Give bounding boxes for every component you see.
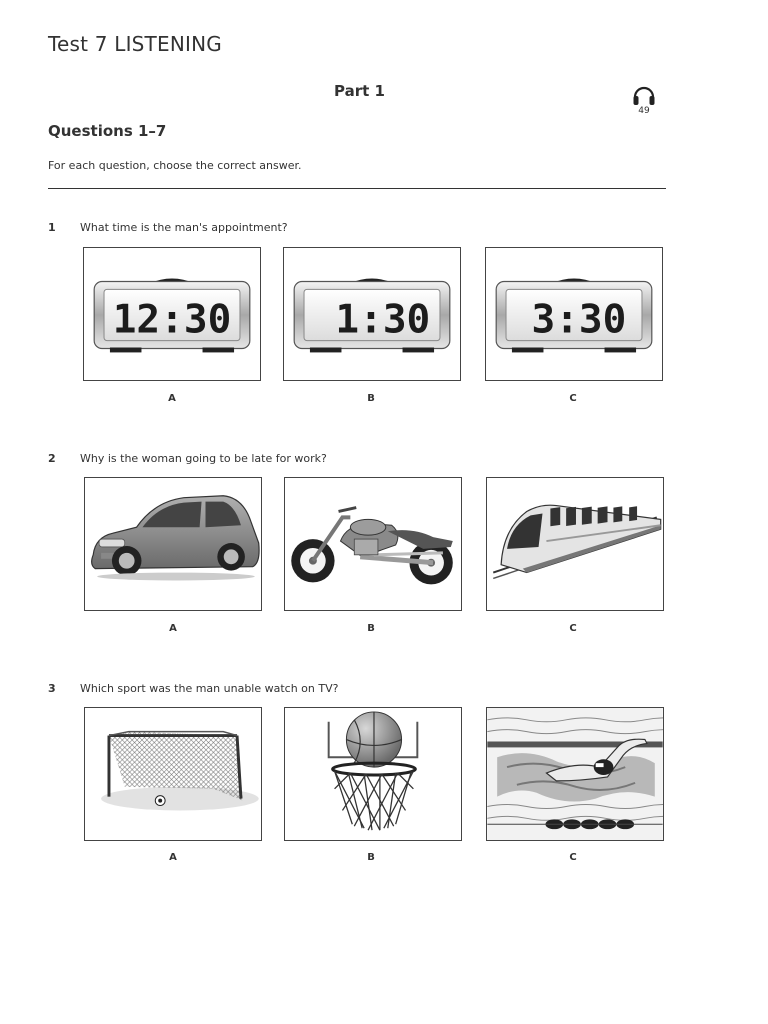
football-goal-icon	[85, 708, 261, 840]
option-label: B	[367, 852, 375, 863]
headphones-icon	[631, 82, 657, 108]
question-number: 1	[48, 221, 56, 234]
option-label: B	[367, 623, 375, 634]
clock-time: 1:30	[335, 296, 431, 343]
option-label: A	[168, 393, 176, 404]
clock-time: 12:30	[112, 296, 232, 343]
divider	[48, 188, 666, 189]
part-heading: Part 1	[334, 82, 385, 100]
page-title: Test 7 LISTENING	[48, 32, 222, 56]
option-label: C	[569, 852, 577, 863]
question-number: 3	[48, 682, 56, 695]
audio-track	[628, 82, 660, 122]
motorbike-icon	[285, 478, 461, 610]
option-label: B	[367, 393, 375, 404]
alarm-clock-icon	[84, 248, 260, 380]
option-label: A	[169, 852, 177, 863]
option-label: C	[569, 623, 577, 634]
car-icon	[85, 478, 261, 610]
clock-time: 3:30	[531, 296, 627, 343]
option-image-train[interactable]	[486, 477, 664, 611]
option-label: C	[569, 393, 577, 404]
question-text: Which sport was the man unable watch on TV?	[80, 682, 339, 695]
train-icon	[487, 478, 663, 610]
option-image-motorbike[interactable]	[284, 477, 462, 611]
option-image-clock-a[interactable]	[83, 247, 261, 381]
option-image-clock-b[interactable]	[283, 247, 461, 381]
track-number: 49	[638, 106, 650, 116]
alarm-clock-icon	[486, 248, 662, 380]
alarm-clock-icon	[284, 248, 460, 380]
questions-heading: Questions 1–7	[48, 122, 167, 140]
option-label: A	[169, 623, 177, 634]
instructions: For each question, choose the correct answer.	[48, 159, 302, 172]
question-text: What time is the man's appointment?	[80, 221, 288, 234]
option-image-clock-c[interactable]	[485, 247, 663, 381]
option-image-swimmer[interactable]	[486, 707, 664, 841]
option-image-car[interactable]	[84, 477, 262, 611]
swimmer-icon	[487, 708, 663, 840]
option-image-basketball-hoop[interactable]	[284, 707, 462, 841]
question-text: Why is the woman going to be late for work?	[80, 452, 327, 465]
question-number: 2	[48, 452, 56, 465]
option-image-football-goal[interactable]	[84, 707, 262, 841]
basketball-hoop-icon	[285, 708, 461, 840]
